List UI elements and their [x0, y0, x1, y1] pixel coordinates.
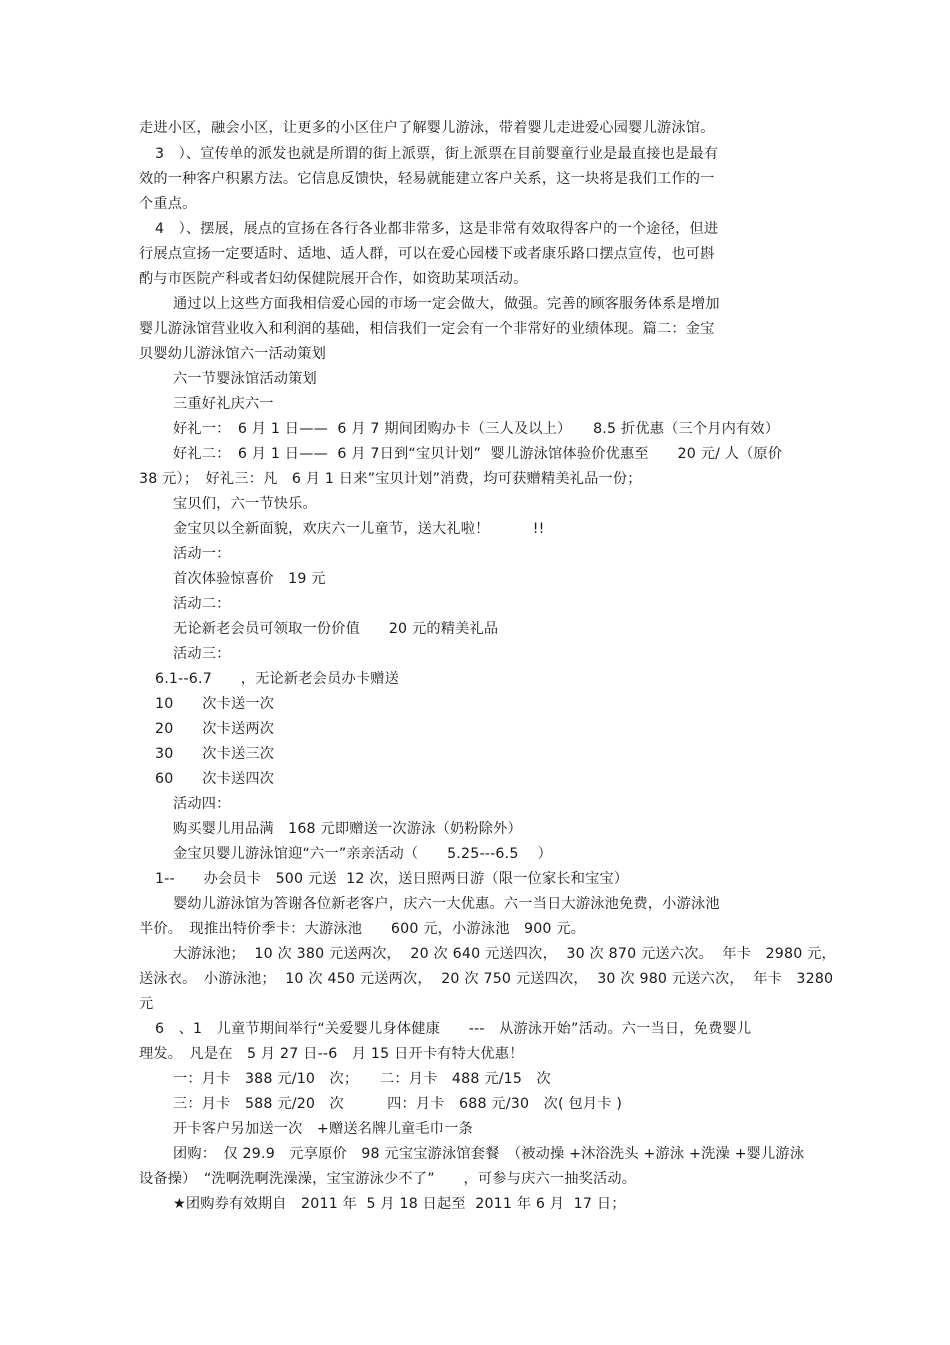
- text-line: 6 、1 儿童节期间举行“关爱婴儿身体健康 --- 从游泳开始”活动。六一当日，免费婴儿: [155, 1021, 752, 1037]
- text-line: 个重点。: [139, 196, 197, 212]
- text-line: 团购： 仅 29.9 元享原价 98 元宝宝游泳馆套餐 （被动操 +沐浴洗头 +游泳 +洗澡 +婴儿游泳: [173, 1146, 805, 1162]
- text-line: 活动四：: [173, 796, 231, 812]
- text-line: 活动一：: [173, 546, 231, 562]
- text-line: 1-- 办会员卡 500 元送 12 次，送日照两日游（限一位家长和宝宝）: [155, 871, 629, 887]
- text-line: 购买婴儿用品满 168 元即赠送一次游泳（奶粉除外）: [173, 821, 522, 837]
- text-line: 六一节婴泳馆活动策划: [173, 371, 317, 387]
- text-line: 6.1--6.7 ，无论新老会员办卡赠送: [155, 671, 400, 687]
- text-line: 10 次卡送一次: [155, 696, 275, 712]
- text-line: 好礼二： 6 月 1 日—— 6 月 7日到“宝贝计划” 婴儿游泳馆体验价优惠至 20 元/ 人（原价: [173, 446, 783, 462]
- text-line: 38 元）； 好礼三：凡 6 月 1 日来”宝贝计划”消费，均可获赠精美礼品一份；: [139, 471, 642, 487]
- text-line: 半价。 现推出特价季卡：大游泳池 600 元，小游泳池 900 元。: [139, 921, 586, 937]
- text-line: 金宝贝以全新面貌，欢庆六一儿童节，送大礼啦！ !!: [173, 521, 545, 537]
- text-line: 三重好礼庆六一: [173, 396, 274, 412]
- text-line: 首次体验惊喜价 19 元: [173, 571, 326, 587]
- text-line: 30 次卡送三次: [155, 746, 275, 762]
- text-line: 行展点宣扬一定要适时、适地、适人群，可以在爱心园楼下或者康乐路口摆点宣传，也可斟: [139, 246, 715, 262]
- text-line: ★团购券有效期自 2011 年 5 月 18 日起至 2011 年 6 月 17 日；: [173, 1196, 626, 1212]
- text-line: 20 次卡送两次: [155, 721, 275, 737]
- text-line: 通过以上这些方面我相信爱心园的市场一定会做大，做强。完善的顾客服务体系是增加: [173, 296, 720, 312]
- text-line: 开卡客户另加送一次 +赠送名牌儿童毛巾一条: [173, 1121, 473, 1137]
- text-line: 好礼一： 6 月 1 日—— 6 月 7 期间团购办卡（三人及以上） 8.5 折优惠（三个月内有效）: [173, 421, 780, 437]
- text-line: 婴幼儿游泳馆为答谢各位新老客户，庆六一大优惠。六一当日大游泳池免费，小游泳池: [173, 896, 720, 912]
- text-line: 走进小区，融会小区，让更多的小区住户了解婴儿游泳，带着婴儿走进爱心园婴儿游泳馆。: [139, 120, 715, 136]
- text-line: 理发。 凡是在 5 月 27 日--6 月 15 日开卡有特大优惠！: [139, 1046, 524, 1062]
- text-line: 婴儿游泳馆营业收入和利润的基础，相信我们一定会有一个非常好的业绩体现。篇二：金宝: [139, 321, 715, 337]
- text-line: 效的一种客户积累方法。它信息反馈快，轻易就能建立客户关系，这一块将是我们工作的一: [139, 171, 715, 187]
- text-line: 宝贝们，六一节快乐。: [173, 496, 317, 512]
- text-line: 3 ）、宣传单的派发也就是所谓的街上派票，街上派票在目前婴童行业是最直接也是最有: [155, 146, 719, 162]
- text-line: 活动三：: [173, 646, 231, 662]
- text-line: 三：月卡 588 元/20 次 四：月卡 688 元/30 次( 包月卡 ): [173, 1096, 623, 1112]
- text-line: 一：月卡 388 元/10 次； 二：月卡 488 元/15 次: [173, 1071, 551, 1087]
- text-line: 大游泳池； 10 次 380 元送两次， 20 次 640 元送四次， 30 次 870 元送六次。 年卡 2980 元，: [173, 946, 836, 962]
- text-line: 贝婴幼儿游泳馆六一活动策划: [139, 346, 327, 362]
- text-line: 元: [139, 996, 154, 1012]
- text-line: 金宝贝婴儿游泳馆迎“六一”亲亲活动（ 5.25---6.5 ）: [173, 846, 553, 862]
- text-line: 活动二：: [173, 596, 231, 612]
- text-line: 酌与市医院产科或者妇幼保健院展开合作，如资助某项活动。: [139, 271, 528, 287]
- text-line: 60 次卡送四次: [155, 771, 275, 787]
- text-line: 设备操） “洗啊洗啊洗澡澡，宝宝游泳少不了” ，可参与庆六一抽奖活动。: [139, 1171, 637, 1187]
- text-line: 无论新老会员可领取一份价值 20 元的精美礼品: [173, 621, 499, 637]
- text-line: 4 ）、摆展，展点的宣扬在各行各业都非常多，这是非常有效取得客户的一个途径，但进: [155, 221, 719, 237]
- text-line: 送泳衣。 小游泳池； 10 次 450 元送两次， 20 次 750 元送四次， 30 次 980 元送六次， 年卡 3280: [139, 971, 834, 987]
